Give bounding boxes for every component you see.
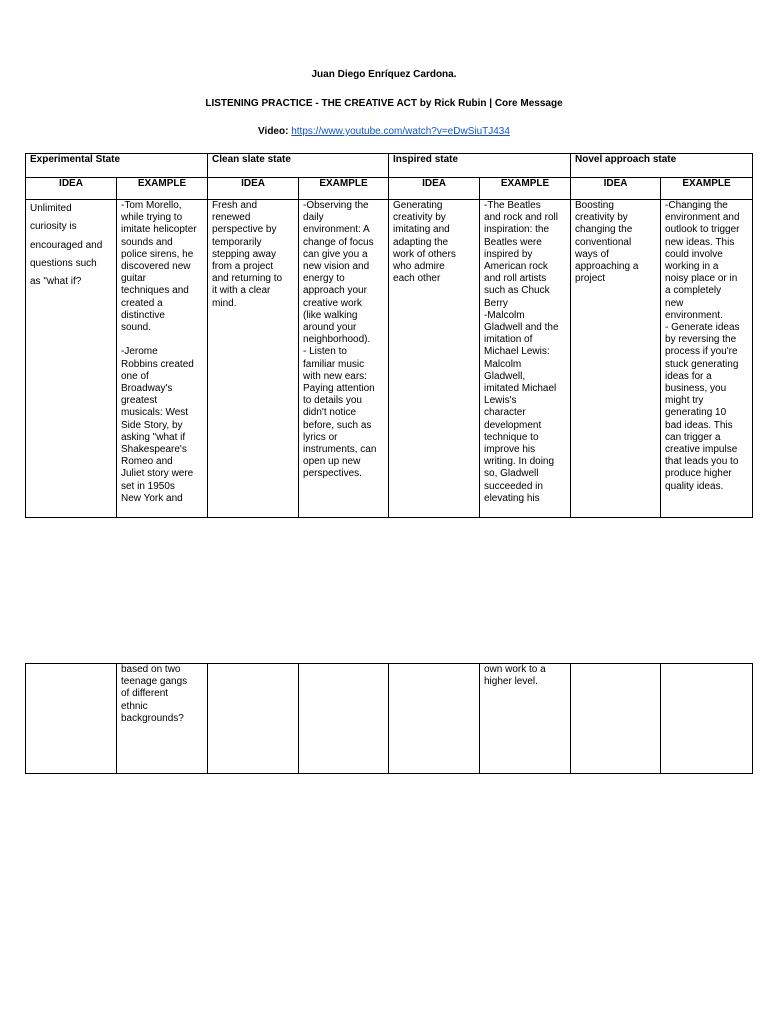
column-header-row (26, 178, 753, 200)
table-row (26, 200, 753, 518)
column-header-example: EXAMPLE (661, 178, 753, 200)
clean-slate-idea-cell-continued (208, 664, 299, 774)
novel-approach-idea-cell-continued (571, 664, 661, 774)
clean-slate-example-cell-continued (299, 664, 389, 774)
column-header-idea: IDEA (208, 178, 299, 200)
clean-slate-example-cell: -Observing the daily environment: A change of focus can give you a new vision and energy to approach your creative work (like walking around your neighborhood). - Listen to familiar music with new ears: Paying attention to details you didn't notice before, such as lyrics or instruments, can open up new perspectives. (299, 200, 389, 518)
state-header-clean-slate: Clean slate state (208, 154, 389, 178)
experimental-example-cell: -Tom Morello, while trying to imitate helicopter sounds and police sirens, he discovered new guitar techniques and created a distinctive sound. -Jerome Robbins created one of Broadway's greatest musicals: West Side Story, by asking "what if Shakespeare's Romeo and Juliet story were set in 1950s New York and (117, 200, 208, 518)
column-header-example: EXAMPLE (480, 178, 571, 200)
novel-approach-idea-cell: Boosting creativity by changing the conventional ways of approaching a project (571, 200, 661, 518)
experimental-idea-cell: Unlimited curiosity is encouraged and questions such as "what if? (26, 200, 117, 518)
inspired-idea-cell: Generating creativity by imitating and adapting the work of others who admire each other (389, 200, 480, 518)
video-link[interactable]: https://www.youtube.com/watch?v=eDwSiuTJ434 (291, 126, 510, 137)
clean-slate-idea-cell: Fresh and renewed perspective by temporarily stepping away from a project and returning to it with a clear mind. (208, 200, 299, 518)
column-header-idea: IDEA (571, 178, 661, 200)
novel-approach-example-cell-continued (661, 664, 753, 774)
column-header-idea: IDEA (389, 178, 480, 200)
video-label: Video: (258, 126, 289, 137)
state-header-experimental: Experimental State (26, 154, 208, 178)
novel-approach-example-cell: -Changing the environment and outlook to trigger new ideas. This could involve working in a noisy place or in a completely new environment. - Generate ideas by reversing the process if you're stuck generating ideas for a business, you might try generating 10 bad ideas. This can trigger a creative impulse that leads you to produce higher quality ideas. (661, 200, 753, 518)
state-header-novel-approach: Novel approach state (571, 154, 753, 178)
state-header-inspired: Inspired state (389, 154, 571, 178)
document-subtitle: LISTENING PRACTICE - THE CREATIVE ACT by Rick Rubin | Core Message (205, 98, 563, 109)
experimental-example-cell-continued: based on two teenage gangs of different ethnic backgrounds? (117, 664, 208, 774)
column-header-idea: IDEA (26, 178, 117, 200)
inspired-example-cell-continued: own work to a higher level. (480, 664, 571, 774)
inspired-example-cell: -The Beatles and rock and roll inspiration: the Beatles were inspired by American rock and roll artists such as Chuck Berry -Malcolm Gladwell and the imitation of Michael Lewis: Malcolm Gladwell, imitated Michael Lewis's character development technique to improve his writing. In doing so, Gladwell succeeded in elevating his (480, 200, 571, 518)
creative-states-table-continued (25, 663, 753, 774)
experimental-idea-cell-continued (26, 664, 117, 774)
creative-states-table (25, 153, 753, 518)
table-row (26, 664, 753, 774)
author-name: Juan Diego Enríquez Cardona. (311, 69, 457, 80)
column-header-example: EXAMPLE (117, 178, 208, 200)
column-header-example: EXAMPLE (299, 178, 389, 200)
video-line (0, 126, 768, 137)
state-header-row (26, 154, 753, 178)
inspired-idea-cell-continued (389, 664, 480, 774)
